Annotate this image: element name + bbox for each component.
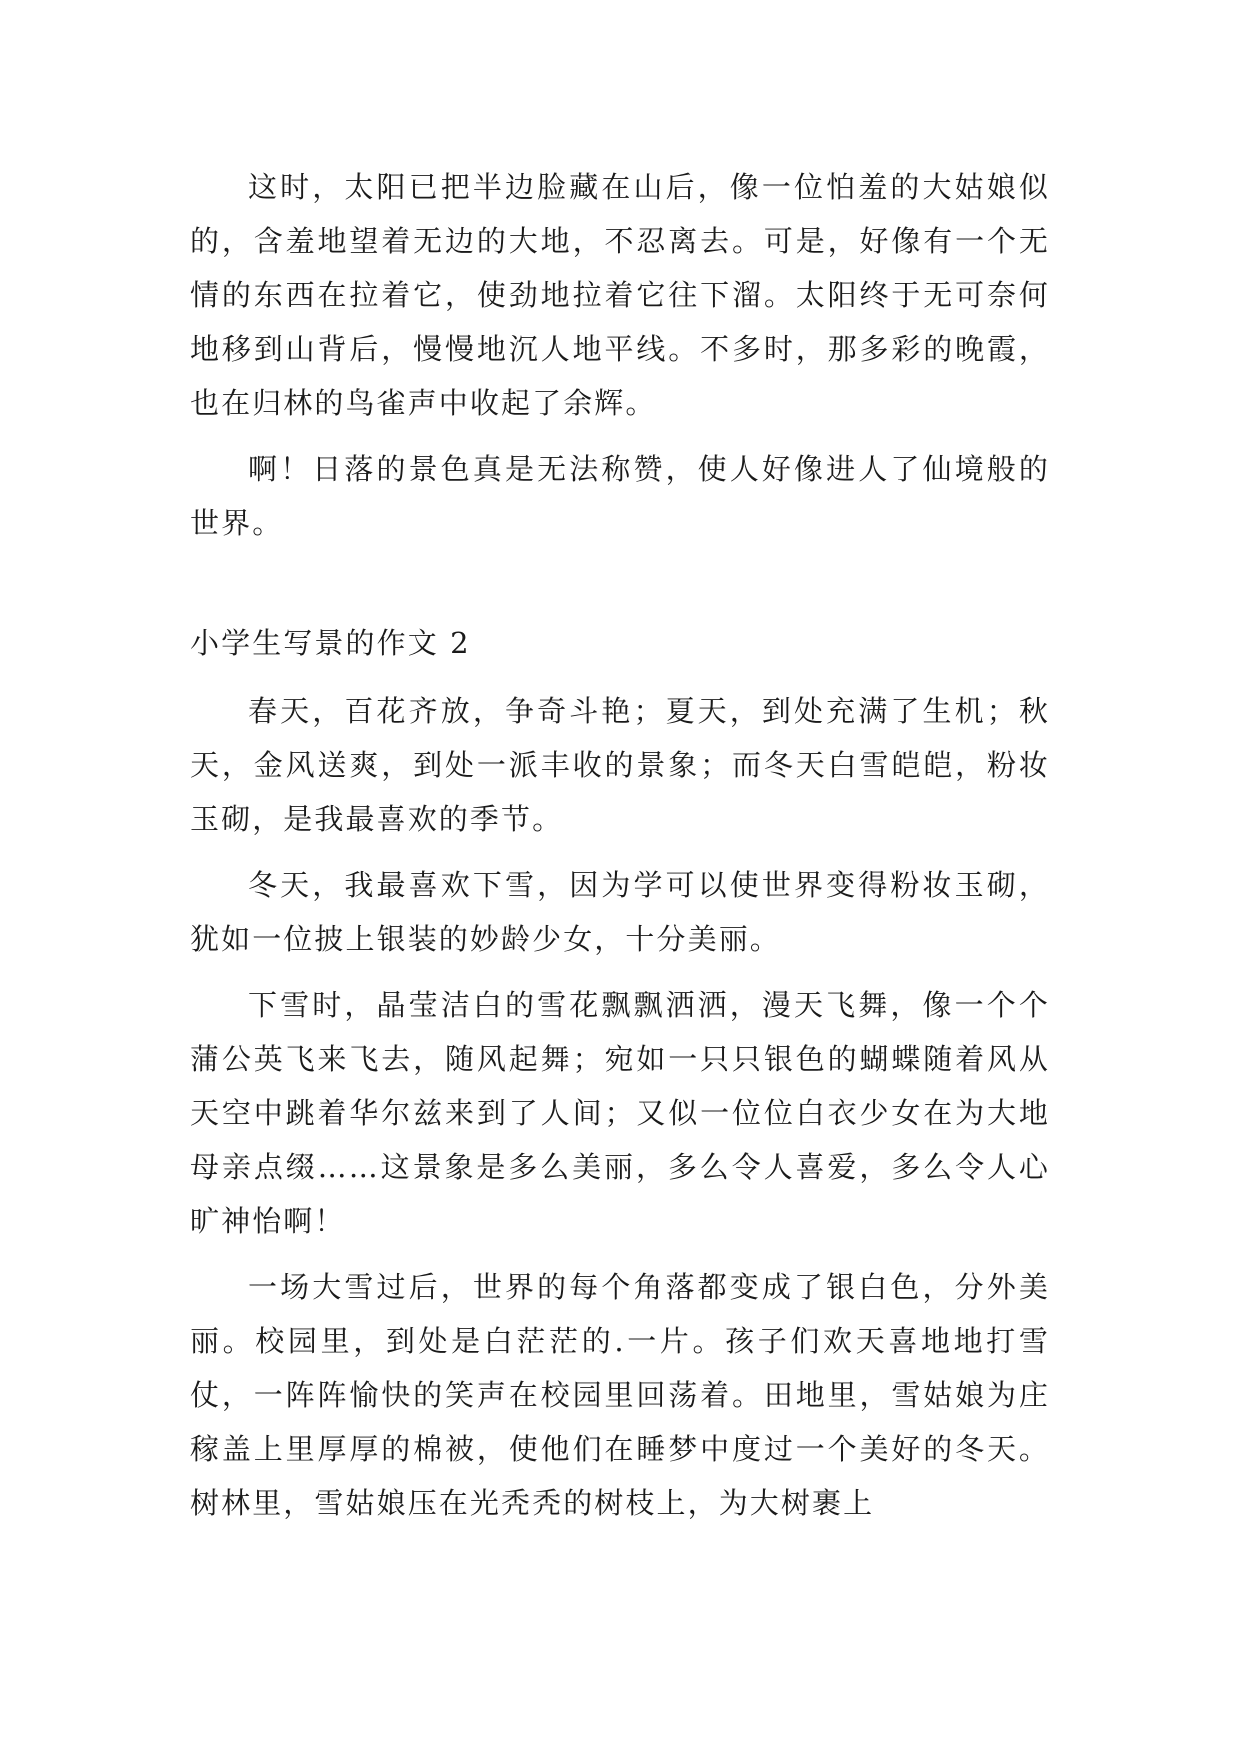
paragraph-snowfall: 下雪时，晶莹洁白的雪花飘飘洒洒，漫天飞舞，像一个个蒲公英飞来飞去，随风起舞；宛如一只只银色的蝴蝶随着风从天空中跳着华尔兹来到了人间；又似一位位白衣少女在为大地母亲点缀……这景象是多么美丽，多么令人喜爱，多么令人心旷神怡啊！: [190, 988, 1050, 1238]
document-body: [190, 160, 1050, 1542]
paragraph-sunset-conclusion: 啊！日落的景色真是无法称赞，使人好像进人了仙境般的世界。: [190, 452, 1050, 540]
paragraph-winter-snow: 冬天，我最喜欢下雪，因为学可以使世界变得粉妆玉砌，犹如一位披上银装的妙龄少女，十分美丽。: [190, 868, 1050, 956]
paragraph-seasons: 春天，百花齐放，争奇斗艳；夏天，到处充满了生机；秋天，金风送爽，到处一派丰收的景象；而冬天白雪皑皑，粉妆玉砌，是我最喜欢的季节。: [190, 694, 1050, 836]
section-heading: 小学生写景的作文 2: [190, 626, 471, 660]
paragraph-sunset: 这时，太阳已把半边脸藏在山后，像一位怕羞的大姑娘似的，含羞地望着无边的大地，不忍离去。可是，好像有一个无情的东西在拉着它，使劲地拉着它往下溜。太阳终于无可奈何地移到山背后，慢慢地沉人地平线。不多时，那多彩的晚霞，也在归林的鸟雀声中收起了余辉。: [190, 170, 1050, 420]
paragraph-after-snow: 一场大雪过后，世界的每个角落都变成了银白色，分外美丽。校园里，到处是白茫茫的.一片。孩子们欢天喜地地打雪仗，一阵阵愉快的笑声在校园里回荡着。田地里，雪姑娘为庄稼盖上里厚厚的棉被，使他们在睡梦中度过一个美好的冬天。树林里，雪姑娘压在光秃秃的树枝上，为大树裹上: [190, 1270, 1050, 1520]
